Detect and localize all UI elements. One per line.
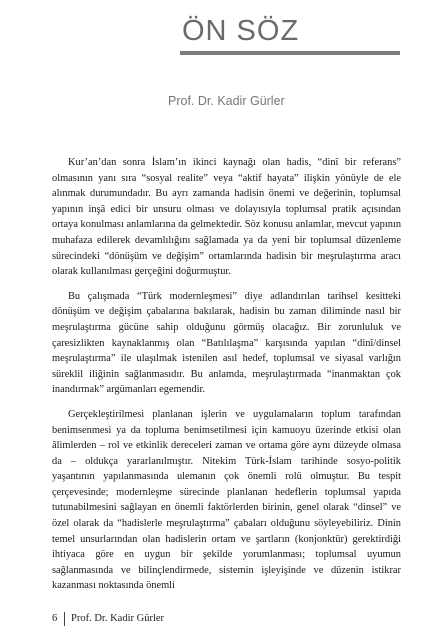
page-number: 6 [52,613,58,624]
body-text [52,155,401,603]
footer-author: Prof. Dr. Kadir Gürler [71,613,165,624]
title-underline-bar [180,51,400,55]
paragraph: Kur’an’dan sonra İslam’ın ikinci kaynağı olan hadis, “dinî bir referans” olmasının yanı sıra “sosyal realite” veya “aktif hayata” ilişkin yönüyle de ele alınmak durumundadır. Bu ayrı zamanda hadisin önemi ve değerinin, toplumsal yapının inşâ edici bir unsuru olması ve dolayısıyla toplumsal pratik açısından ortaya konulması anlamlarına da gelmektedir. Söz konusu anlamlar, mevcut yapının muhafaza edilerek devamlılığını sağlamada ya da yeni bir toplumsal düzenleme sürecindeki “dönüşüm ve değişim” ortamlarında hadisin bir meşrulaştırma aracı olarak kullanılması gerçeğini doğurmuştur. [52,157,402,278]
footer-separator [64,612,65,626]
page-title: ÖN SÖZ [182,15,300,47]
paragraph: Gerçekleştirilmesi planlanan işlerin ve uygulamaların toplum tarafından benimsenmesi ya da topluma benimsetilmesi için kamuoyu üzerinde etkisi olan âlimlerden – rol ve etkinlik dereceleri zaman ve ortama göre aynı düzeyde olmasa da – oldukça yararlanılmıştır. Nitekim Türk-İslam tarihinde sosyo-politik yaşantının yapılanmasında ulemanın çok önemli rolü olmuştur. Bu tespit çerçevesinde; modernleşme sürecinde planlanan hedeflerin toplumsal yapıda tutunabilmesini sağlayan en önemli faktörlerden birinin, genel olarak “dinsel” ve özel olarak da “hadislerle meşrulaştırma” çabaları olduğunu söyleyebiliriz. Dinin temel unsurlarından olan hadislerin ortam ve şartların (konjonktür) gerektirdiği ihtiyaca göre en uygun bir şekilde yorumlanması; toplumsal uyumun sağlanmasında ve bilinçlendirmede, sistemin işleyişinde ve düzenin istikrar kazanması noktasında önemli [52,408,401,592]
author-name: Prof. Dr. Kadir Gürler [168,94,285,108]
paragraph: Bu çalışmada “Türk modernleşmesi” diye adlandırılan tarihsel kesitteki dönüşüm ve değişim çabalarına bakılarak, hadisin bu zaman diliminde nasıl bir meşrulaştırma gücüne sahip olduğunu görmüş olacağız. Bir zorunluluk ve çaresizlikten kaynaklanmış olan “Batılılaşma” karşısında yapılan “dinî/dinsel meşrulaştırma” ile ulaşılmak istenilen asıl hedef, toplumsal ve siyasal varlığın süreklil iliğinin sağlanmasıdır. Bu anlamda, meşrulaştırmada “inanmaktan çok inandırmak” argümanları egemendir. [52,290,401,396]
